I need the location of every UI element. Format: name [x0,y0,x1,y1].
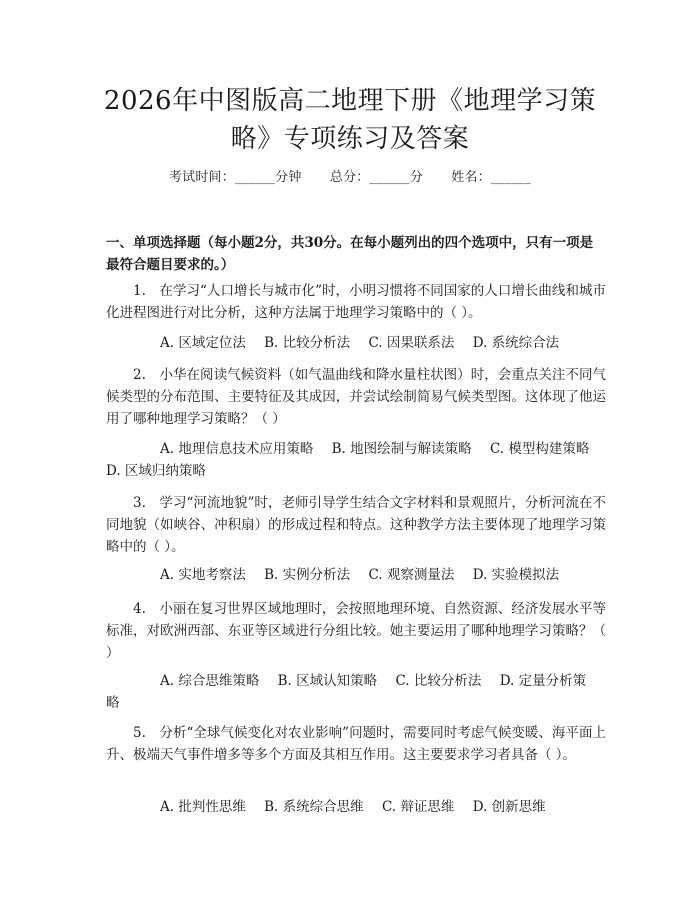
exam-name: 姓名：______ [451,170,532,185]
option-c: C. 观察测量法 [368,567,455,583]
exam-score: 总分：______分 [329,170,423,185]
question-1-options [106,332,606,354]
page-title [70,82,630,158]
section-title: 一、单项选择题（每小题2分，共30分。在每小题列出的四个选项中，只有一项是最符合题目要求的。） [106,235,594,273]
question-3-options [106,564,606,586]
question-3 [106,492,606,558]
option-a: A. 地理信息技术应用策略 [160,441,314,457]
option-c: C. 模型构建策略 [489,441,590,457]
option-b: B. 比较分析法 [264,335,351,351]
option-d: D. 区域归纳策略 [106,463,206,479]
option-d: D. 定量分析策略 [106,673,587,711]
option-b: B. 地图绘制与解读策略 [331,441,472,457]
title-line-1: 2026年中图版高二地理下册《地理学习策 [103,86,597,116]
question-stem: 3. 学习“河流地貌”时，老师引导学生结合文字材料和景观照片，分析河流在不同地貌（如峡谷、冲积扇）的形成过程和特点。这种教学方法主要体现了地理学习策略中的（ ）。 [106,495,606,555]
question-2-options [106,438,606,482]
option-c: C. 辩证思维 [381,799,455,815]
option-b: B. 实例分析法 [264,567,351,583]
option-b: B. 系统综合思维 [264,799,364,815]
title-line-2: 略》专项练习及答案 [230,124,470,154]
question-1 [106,280,606,324]
option-c: C. 因果联系法 [368,335,455,351]
question-4 [106,598,606,664]
question-5 [106,722,606,766]
option-a: A. 综合思维策略 [160,673,260,689]
question-stem: 1. 在学习“人口增长与城市化”时，小明习惯将不同国家的人口增长曲线和城市化进程图进行对比分析，这种方法属于地理学习策略中的（ ）。 [106,283,606,321]
option-d: D. 创新思维 [472,799,546,815]
question-stem: 2. 小华在阅读气候资料（如气温曲线和降水量柱状图）时，会重点关注不同气候类型的分布范围、主要特征及其成因，并尝试绘制简易气候类型图。这体现了他运用了哪种地理学习策略？（ ） [106,367,606,427]
option-a: A. 批判性思维 [160,799,246,815]
option-d: D. 实验模拟法 [472,567,560,583]
option-d: D. 系统综合法 [472,335,560,351]
question-5-options [106,796,606,818]
option-a: A. 区域定位法 [160,335,246,351]
option-b: B. 区域认知策略 [277,673,378,689]
question-stem: 4. 小丽在复习世界区域地理时，会按照地理环境、自然资源、经济发展水平等标准，对欧洲西部、东亚等区域进行分组比较。她主要运用了哪种地理学习策略？（ ） [106,601,606,661]
question-stem: 5. 分析“全球气候变化对农业影响”问题时，需要同时考虑气候变暖、海平面上升、极端天气事件增多等多个方面及其相互作用。这主要要求学习者具备（ ）。 [106,725,606,763]
question-2 [106,364,606,430]
option-a: A. 实地考察法 [160,567,246,583]
option-c: C. 比较分析法 [395,673,482,689]
exam-time: 考试时间：______分钟 [168,170,302,185]
exam-meta [0,168,700,188]
question-4-options [106,670,606,714]
